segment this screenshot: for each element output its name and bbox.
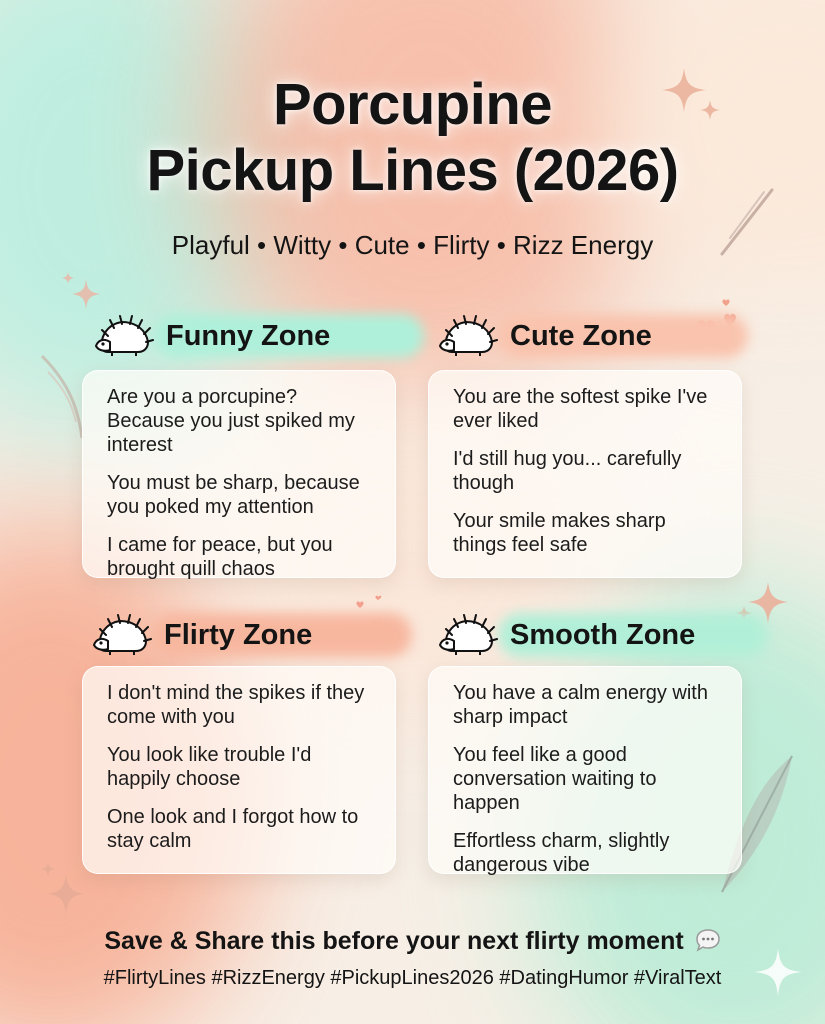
porcupine-icon [438, 314, 498, 358]
pickup-line: You look like trouble I'd happily choose [107, 744, 312, 790]
pickup-line: You have a calm energy with sharp impact [453, 682, 708, 728]
pickup-line: You feel like a good conversation waiting to happen [453, 744, 657, 814]
zone-header-cute [438, 310, 652, 362]
zone-card-cute [428, 370, 742, 578]
pickup-line: I'd still hug you... carefully though [453, 448, 682, 494]
hashtags: #FlirtyLines #RizzEnergy #PickupLines2026 #DatingHumor #ViralText [103, 967, 722, 989]
zone-card-smooth [428, 666, 742, 874]
pickup-line: I don't mind the spikes if they come with you [107, 682, 365, 728]
sparkle-icon [60, 270, 104, 314]
zone-card-funny [82, 370, 396, 578]
subtitle: Playful • Witty • Cute • Flirty • Rizz Energy [171, 230, 654, 260]
zone-header-funny [94, 310, 330, 362]
cta-text: Save & Share this before your next flirty moment [104, 927, 684, 955]
pickup-line: Are you a porcupine? Because you just spiked my interest [107, 386, 355, 456]
porcupine-icon [92, 613, 152, 657]
page-title [0, 72, 825, 204]
share-call-to-action [0, 927, 825, 956]
zone-header-flirty [92, 609, 312, 661]
title-line-2: Pickup Lines (2026) [146, 138, 679, 203]
zone-header-smooth [438, 609, 695, 661]
pickup-line: Effortless charm, slightly dangerous vibe [453, 830, 670, 876]
zone-title: Smooth Zone [510, 618, 696, 651]
zone-card-flirty [82, 666, 396, 874]
pickup-line: Your smile makes sharp things feel safe [453, 510, 666, 556]
porcupine-icon [94, 314, 154, 358]
pickup-line: I came for peace, but you brought quill chaos [107, 534, 333, 580]
sparkle-icon [40, 860, 88, 916]
zone-title: Funny Zone [166, 319, 331, 352]
title-line-1: Porcupine [272, 72, 553, 137]
pickup-line: One look and I forgot how to stay calm [107, 806, 359, 852]
speech-bubble-icon [695, 928, 721, 952]
pickup-line: You must be sharp, because you poked my attention [107, 472, 360, 518]
zone-title: Flirty Zone [164, 618, 313, 651]
pickup-line: You are the softest spike I've ever liked [453, 386, 708, 432]
porcupine-icon [438, 613, 498, 657]
feather-icon [38, 352, 88, 442]
zone-title: Cute Zone [510, 319, 652, 352]
